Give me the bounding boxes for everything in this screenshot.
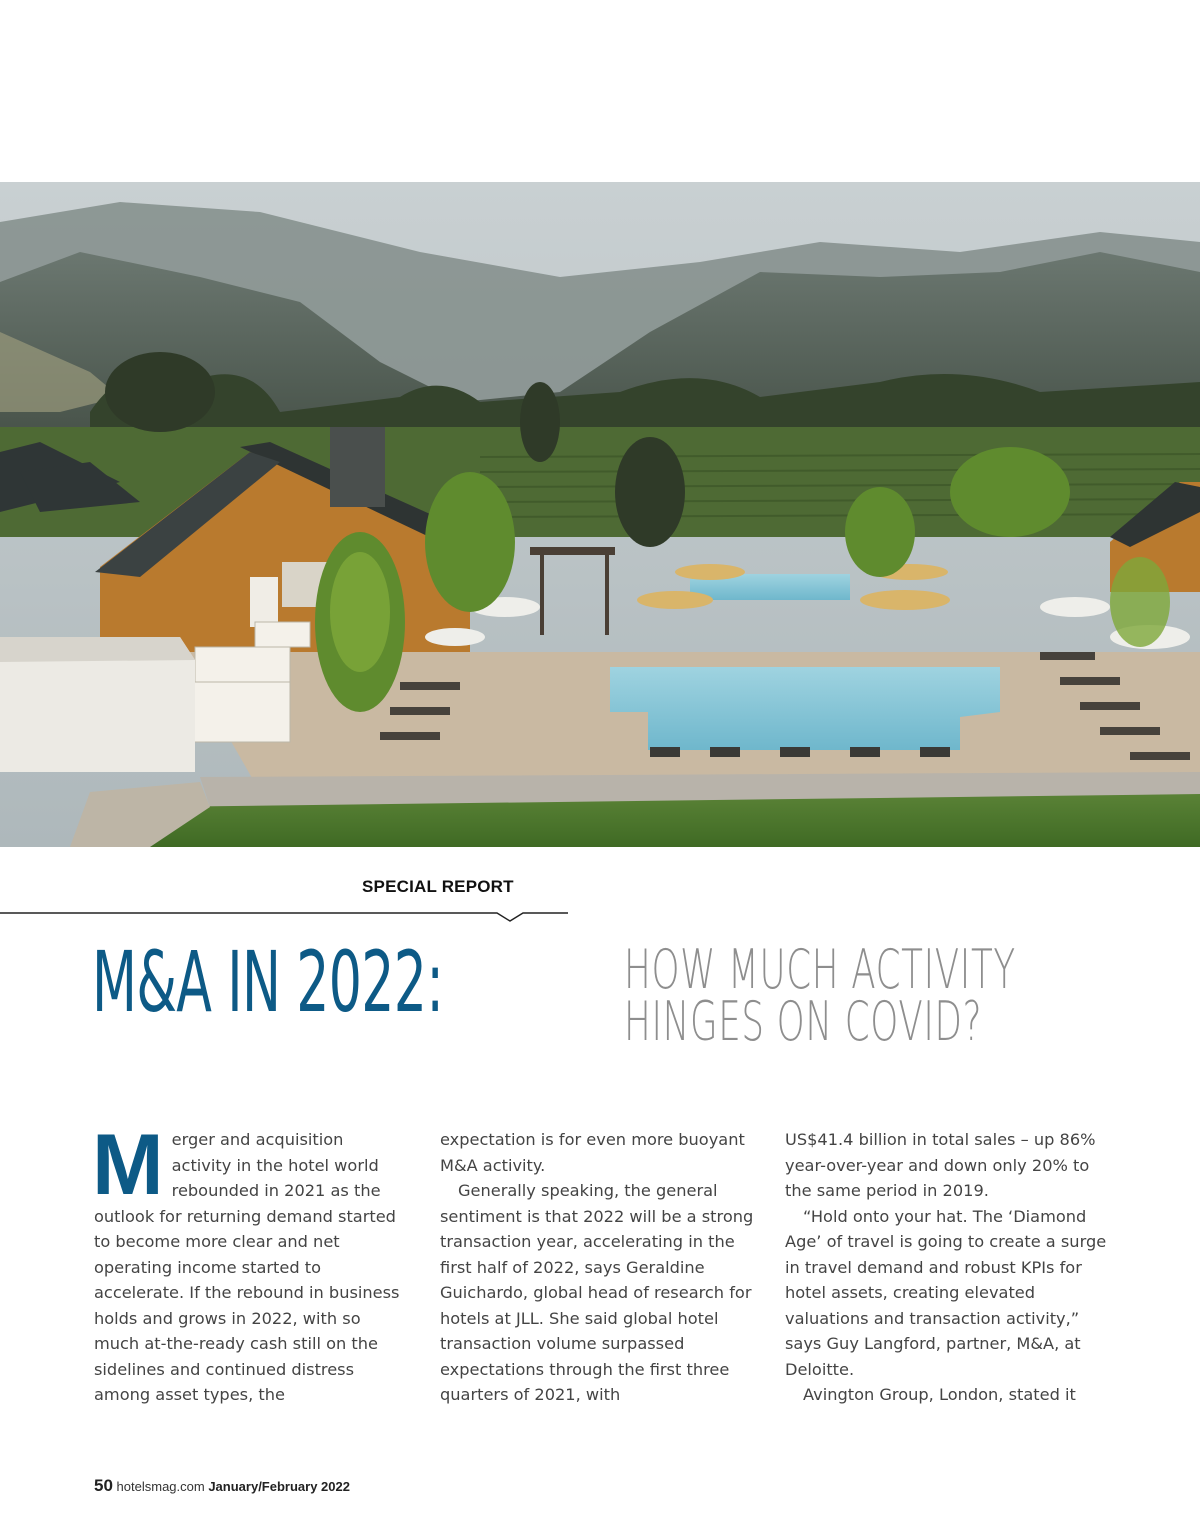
subtitle-line-1: HOW MUCH ACTIVITY	[624, 938, 1016, 1001]
body-column-2	[440, 1127, 760, 1408]
paragraph: erger and acquisition activity in the hotel world rebounded in 2021 as the outlook for returning demand started to become more clear and net operating income started to accelerate. If the rebound in business holds and grows in 2022, with so much at-the-ready cash still on the sidelines and continued distress among asset types, the	[94, 1130, 400, 1404]
hero-photo	[0, 182, 1200, 847]
paragraph: Avington Group, London, stated it	[803, 1385, 1076, 1404]
article-title: M&A IN 2022:	[92, 933, 444, 1031]
footer-issue: January/February 2022	[208, 1479, 350, 1494]
paragraph: US$41.4 billion in total sales – up 86% year-over-year and down only 20% to the same period in 2019.	[785, 1130, 1096, 1200]
article-subtitle	[624, 938, 1016, 1053]
paragraph: expectation is for even more buoyant M&A activity.	[440, 1130, 745, 1175]
page-number: 50	[94, 1476, 113, 1495]
paragraph: “Hold onto your hat. The ‘Diamond Age’ of travel is going to create a surge in travel demand and robust KPIs for hotel assets, creating elevated valuations and transaction activity,” says Guy Langford, partner, M&A, at Deloitte.	[785, 1206, 1107, 1379]
footer-site: hotelsmag.com	[116, 1479, 205, 1494]
paragraph: Generally speaking, the general sentiment is that 2022 will be a strong transaction year, accelerating in the first half of 2022, says Geraldine Guichardo, global head of research for hotels at JLL. She said global hotel transaction volume surpassed expectations through the first three quarters of 2021, with	[440, 1181, 754, 1404]
body-column-3	[785, 1127, 1110, 1408]
resort-pool-illustration	[0, 182, 1200, 847]
section-kicker: SPECIAL REPORT	[362, 877, 514, 896]
body-column-1	[92, 1117, 406, 1408]
page-footer	[94, 1476, 350, 1496]
kicker-rule	[0, 910, 568, 924]
subtitle-line-2: HINGES ON COVID?	[624, 990, 983, 1053]
drop-cap: M	[92, 1117, 164, 1213]
